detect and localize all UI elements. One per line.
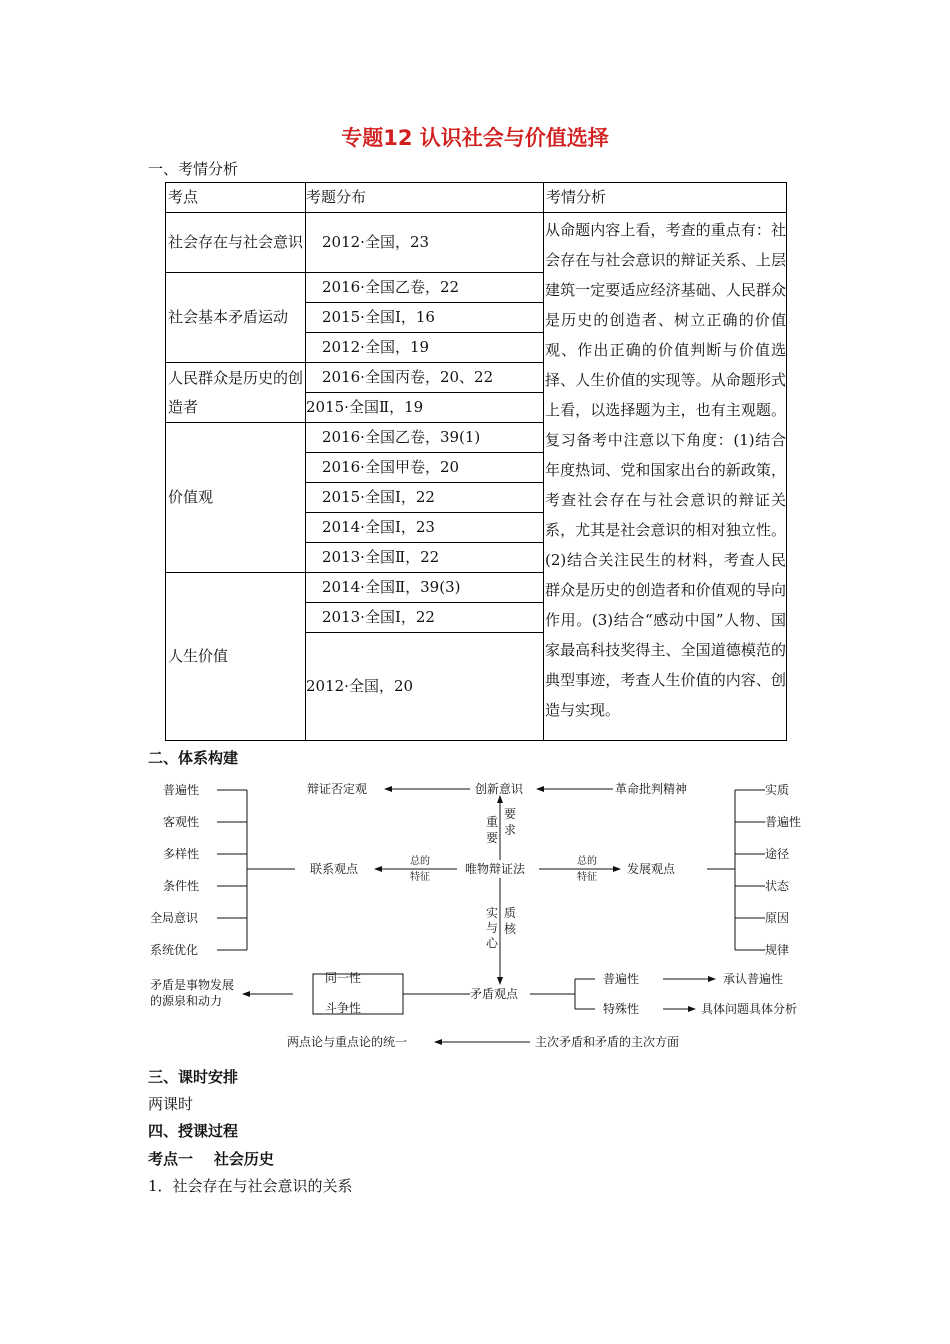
section-heading-system: 二、体系构建 [148, 749, 239, 767]
development-view-node: 发展观点 [627, 862, 676, 876]
left-item: 客观性 [163, 815, 200, 829]
right-item: 规律 [765, 943, 790, 957]
exam-point-heading: 考点一 社会历史 [148, 1150, 274, 1168]
exam-cell: 2012·全国，23 [306, 213, 544, 273]
exam-cell: 2016·全国甲卷，20 [306, 453, 544, 483]
left-item: 全局意识 [150, 911, 199, 925]
exam-cell: 2012·全国，19 [306, 333, 544, 363]
right-item: 实质 [765, 783, 790, 797]
vertical-label-char: 与 [486, 921, 499, 935]
acknowledge-universality-node: 承认普遍性 [723, 972, 784, 986]
label-feature: 特征 [577, 872, 597, 883]
right-item: 途径 [765, 847, 790, 861]
exam-cell: 2013·全国Ⅰ，22 [306, 603, 544, 633]
exam-cell: 2016·全国乙卷，22 [306, 273, 544, 303]
right-item: 普遍性 [765, 815, 802, 829]
left-item: 系统优化 [150, 943, 199, 957]
section-heading-teaching: 四、授课过程 [148, 1122, 239, 1140]
contradiction-view-node: 矛盾观点 [470, 987, 519, 1001]
particularity-node: 特殊性 [603, 1002, 640, 1016]
source-power-node: 矛盾是事物发展 [150, 978, 235, 992]
label-core [504, 905, 517, 936]
exam-cell: 2015·全国Ⅱ，19 [306, 393, 544, 423]
struggle-node: 斗争性 [325, 1001, 362, 1015]
label-general: 总的 [410, 856, 430, 867]
topic-cell: 人生价值 [166, 573, 306, 741]
exam-cell: 2012·全国，20 [306, 633, 544, 741]
label-important [486, 814, 498, 845]
section-heading-schedule: 三、课时安排 [148, 1068, 239, 1086]
right-item: 原因 [765, 911, 790, 925]
exam-analysis-table [165, 182, 787, 741]
vertical-label-char: 要 [486, 831, 499, 845]
source-power-node-line2: 的源泉和动力 [150, 994, 223, 1008]
revolutionary-spirit-node: 革命批判精神 [615, 782, 688, 796]
vertical-label-char: 求 [504, 823, 517, 837]
table-row [166, 213, 787, 273]
schedule-text: 两课时 [148, 1095, 194, 1113]
connection-view-node: 联系观点 [310, 862, 359, 876]
concept-diagram [145, 770, 845, 1055]
label-essence [486, 906, 499, 950]
topic-cell: 社会存在与社会意识 [166, 213, 306, 273]
exam-cell: 2014·全国Ⅰ，23 [306, 513, 544, 543]
exam-cell: 2014·全国Ⅱ，39(3) [306, 573, 544, 603]
analysis-cell: 从命题内容上看，考查的重点有：社会存在与社会意识的辩证关系、上层建筑一定要适应经济基础、人民群众是历史的创造者、树立正确的价值观、作出正确的价值判断与价值选择、人生价值的实现等。从命题形式上看，以选择题为主，也有主观题。复习备考中注意以下角度：(1)结合年度热词、党和国家出台的新政策，考查社会存在与社会意识的辩证关系，尤其是社会意识的相对独立性。(2)结合关注民生的材料，考查人民群众是历史的创造者和价值观的导向作用。(3)结合“感动中国”人物、国家最高科技奖得主、全国道德模范的典型事迹，考查人生价值的内容、创造与实现。 [544, 213, 787, 741]
exam-cell: 2015·全国Ⅰ，22 [306, 483, 544, 513]
left-item: 普遍性 [163, 783, 200, 797]
vertical-label-char: 要 [504, 807, 517, 821]
dialectical-negation-node: 辩证否定观 [307, 782, 368, 796]
universality-node: 普遍性 [603, 972, 640, 986]
topic-cell: 价值观 [166, 423, 306, 573]
concrete-analysis-node: 具体问题具体分析 [701, 1002, 798, 1016]
label-general: 总的 [577, 856, 597, 867]
item-heading: 1．社会存在与社会意识的关系 [148, 1177, 353, 1195]
label-feature: 特征 [410, 872, 430, 883]
section-heading-analysis: 一、考情分析 [148, 160, 239, 178]
innovation-node: 创新意识 [475, 782, 524, 796]
table-header: 考题分布 [306, 183, 544, 213]
exam-cell: 2016·全国丙卷，20、22 [306, 363, 544, 393]
vertical-label-char: 质 [504, 906, 517, 920]
exam-cell: 2015·全国Ⅰ，16 [306, 303, 544, 333]
two-point-theory-node: 两点论与重点论的统一 [287, 1035, 408, 1049]
page-title: 专题12 认识社会与价值选择 [341, 126, 609, 150]
table-header: 考点 [166, 183, 306, 213]
identity-node: 同一性 [325, 971, 362, 985]
vertical-label-char: 实 [486, 906, 499, 920]
dialectics-node: 唯物辩证法 [465, 862, 526, 876]
exam-cell: 2013·全国Ⅱ，22 [306, 543, 544, 573]
vertical-label-char: 核 [504, 922, 517, 936]
exam-cell: 2016·全国乙卷，39(1) [306, 423, 544, 453]
right-item: 状态 [765, 879, 790, 893]
left-item: 多样性 [163, 847, 200, 861]
primary-secondary-node: 主次矛盾和矛盾的主次方面 [535, 1035, 680, 1049]
table-header: 考情分析 [544, 183, 787, 213]
vertical-label-char: 重 [486, 815, 499, 829]
left-item: 条件性 [163, 879, 200, 893]
topic-cell: 社会基本矛盾运动 [166, 273, 306, 363]
vertical-label-char: 心 [486, 936, 499, 950]
table-header-row [166, 183, 787, 213]
topic-cell: 人民群众是历史的创造者 [166, 363, 306, 423]
label-requirement [504, 807, 516, 837]
